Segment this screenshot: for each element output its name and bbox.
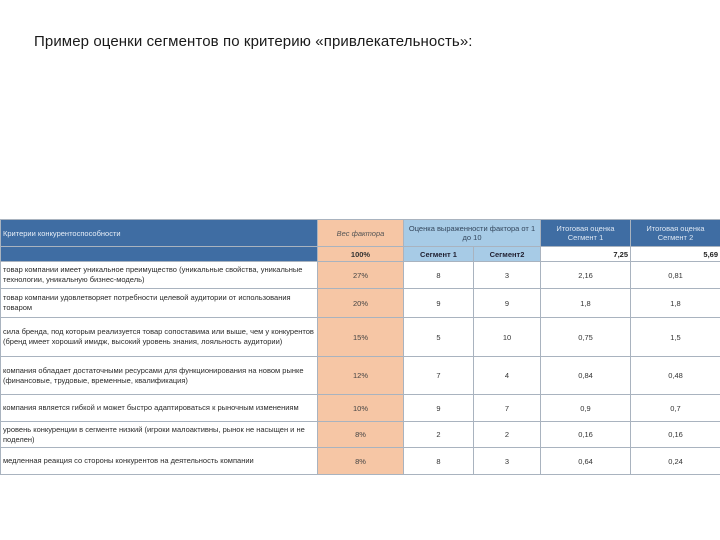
- segment-evaluation-table: [0, 219, 720, 475]
- row-weight: 15%: [318, 318, 404, 357]
- row-segment-2-score: 3: [474, 448, 541, 475]
- row-criterion: товар компании удовлетворяет потребности целевой аудитории от использования товаром: [1, 289, 318, 318]
- row-segment-1-score: 5: [404, 318, 474, 357]
- header-weight: Вес фактора: [318, 220, 404, 247]
- row-total-1: 0,75: [541, 318, 631, 357]
- row-segment-2-score: 4: [474, 357, 541, 395]
- subheader-weight-total: 100%: [318, 247, 404, 262]
- row-weight: 8%: [318, 422, 404, 448]
- row-segment-1-score: 9: [404, 289, 474, 318]
- subheader-blank: [1, 247, 318, 262]
- row-total-1: 0,9: [541, 395, 631, 422]
- row-criterion: медленная реакция со стороны конкурентов на деятельность компании: [1, 448, 318, 475]
- row-total-1: 0,16: [541, 422, 631, 448]
- header-total-2: Итоговая оценка Сегмент 2: [631, 220, 720, 247]
- row-criterion: уровень конкуренции в сегменте низкий (игроки малоактивны, рынок не насыщен и не поделен): [1, 422, 318, 448]
- row-weight: 20%: [318, 289, 404, 318]
- table-row: [1, 448, 720, 475]
- table-header-row: [1, 220, 720, 247]
- row-segment-1-score: 2: [404, 422, 474, 448]
- row-weight: 12%: [318, 357, 404, 395]
- row-segment-1-score: 8: [404, 448, 474, 475]
- table-row: [1, 289, 720, 318]
- table-row: [1, 262, 720, 289]
- table-row: [1, 357, 720, 395]
- row-weight: 27%: [318, 262, 404, 289]
- row-criterion: сила бренда, под которым реализуется товар сопоставима или выше, чем у конкурентов (бренд имеет хороший имидж, высокий уровень знания, лояльность аудитории): [1, 318, 318, 357]
- table-subheader-row: [1, 247, 720, 262]
- table-row: [1, 422, 720, 448]
- row-total-1: 0,64: [541, 448, 631, 475]
- row-weight: 8%: [318, 448, 404, 475]
- row-total-2: 1,5: [631, 318, 720, 357]
- row-segment-2-score: 7: [474, 395, 541, 422]
- row-criterion: товар компании имеет уникальное преимущество (уникальные свойства, уникальные технологии, уникальную бизнес-модель): [1, 262, 318, 289]
- subheader-total-2: 5,69: [631, 247, 720, 262]
- row-segment-2-score: 10: [474, 318, 541, 357]
- row-segment-1-score: 9: [404, 395, 474, 422]
- row-total-2: 0,81: [631, 262, 720, 289]
- row-segment-2-score: 2: [474, 422, 541, 448]
- header-total-1: Итоговая оценка Сегмент 1: [541, 220, 631, 247]
- row-segment-1-score: 7: [404, 357, 474, 395]
- row-total-2: 0,16: [631, 422, 720, 448]
- row-total-1: 1,8: [541, 289, 631, 318]
- row-criterion: компания обладает достаточными ресурсами для функционирования на новом рынке (финансовые, трудовые, временные, квалификация): [1, 357, 318, 395]
- header-criterion: Критерии конкурентоспособности: [1, 220, 318, 247]
- row-weight: 10%: [318, 395, 404, 422]
- subheader-total-1: 7,25: [541, 247, 631, 262]
- row-segment-1-score: 8: [404, 262, 474, 289]
- subheader-segment-2: Сегмент2: [474, 247, 541, 262]
- table-row: [1, 395, 720, 422]
- table-row: [1, 318, 720, 357]
- header-evaluation: Оценка выраженности фактора от 1 до 10: [404, 220, 541, 247]
- subheader-segment-1: Сегмент 1: [404, 247, 474, 262]
- row-criterion: компания является гибкой и может быстро адаптироваться к рыночным изменениям: [1, 395, 318, 422]
- row-total-2: 1,8: [631, 289, 720, 318]
- row-total-1: 2,16: [541, 262, 631, 289]
- row-total-2: 0,24: [631, 448, 720, 475]
- row-total-2: 0,7: [631, 395, 720, 422]
- slide-title: Пример оценки сегментов по критерию «привлекательность»:: [34, 33, 473, 50]
- row-total-1: 0,84: [541, 357, 631, 395]
- row-total-2: 0,48: [631, 357, 720, 395]
- row-segment-2-score: 3: [474, 262, 541, 289]
- row-segment-2-score: 9: [474, 289, 541, 318]
